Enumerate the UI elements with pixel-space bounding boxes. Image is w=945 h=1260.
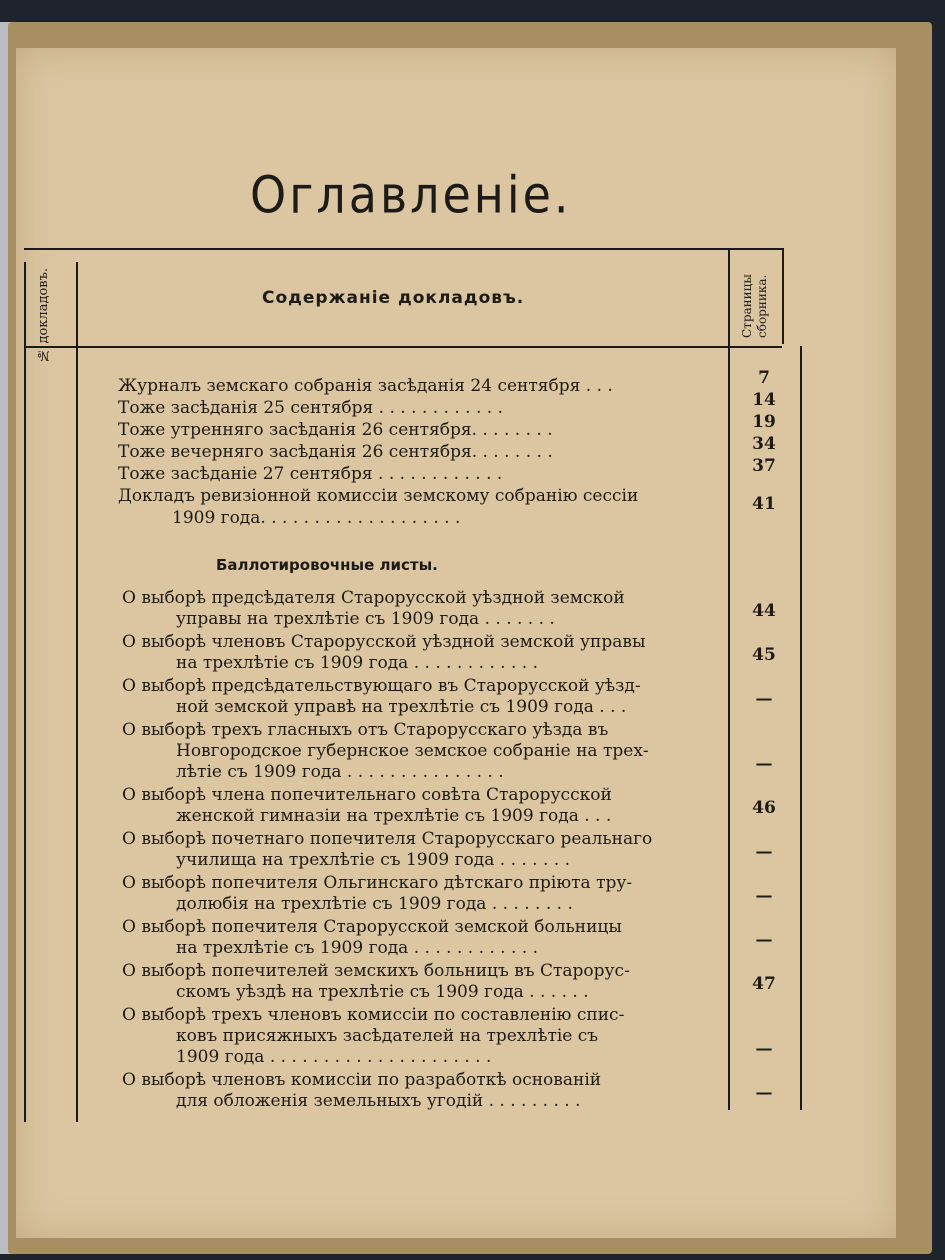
toc-page-number: 19 <box>752 412 776 432</box>
toc-entry-line: О выборѣ предсѣдательствующаго въ Старорусской уѣзд- <box>122 676 641 696</box>
table-top-rule <box>24 248 782 250</box>
toc-page-number: — <box>755 930 773 950</box>
toc-entry-line: О выборѣ попечителей земскихъ больницъ въ Старорус- <box>122 961 630 981</box>
toc-entry-line: Тоже засѣданіе 27 сентября . . . . . . . . . . . . <box>118 464 503 484</box>
toc-entry-line: скомъ уѣздѣ на трехлѣтіе съ 1909 года . . . . . . <box>176 982 589 1002</box>
page-title: Оглавленіе. <box>250 165 572 225</box>
toc-entry-line: О выборѣ трехъ членовъ комиссіи по составленію спис- <box>122 1005 625 1025</box>
table-pages-column-rule-right <box>782 248 784 344</box>
toc-entry-line: Журналъ земскаго собранія засѣданія 24 сентября . . . <box>118 376 613 396</box>
toc-entry-line: лѣтіе съ 1909 года . . . . . . . . . . . . . . . <box>176 762 504 782</box>
toc-entry-line: Тоже утренняго засѣданія 26 сентября. . . . . . . . <box>118 420 553 440</box>
toc-entry-line: женской гимназіи на трехлѣтіе съ 1909 года . . . <box>176 806 612 826</box>
toc-entry-line: долюбія на трехлѣтіе съ 1909 года . . . . . . . . <box>176 894 573 914</box>
toc-entry-line: для обложенія земельныхъ угодій . . . . . . . . . <box>176 1091 581 1111</box>
toc-page-number: — <box>755 689 773 709</box>
number-column-header: № докладовъ. <box>36 268 51 363</box>
toc-entry-line: О выборѣ члена попечительнаго совѣта Старорусской <box>122 785 612 805</box>
pages-column-header: Страницы сборника. <box>740 274 769 338</box>
toc-page-number: 44 <box>752 601 776 621</box>
toc-entry-line: О выборѣ почетнаго попечителя Старорусскаго реальнаго <box>122 829 653 849</box>
toc-page-number: 14 <box>752 390 776 410</box>
section-title-ballots: Баллотировочные листы. <box>216 556 438 574</box>
toc-page-number: — <box>755 754 773 774</box>
toc-entry-line: ной земской управѣ на трехлѣтіе съ 1909 года . . . <box>176 697 627 717</box>
table-number-column-rule <box>76 262 78 1122</box>
table-pages-column-rule-right-lower <box>800 346 802 1110</box>
toc-entry-line: О выборѣ членовъ комиссіи по разработкѣ основаній <box>122 1070 602 1090</box>
toc-entry-line: Новгородское губернское земское собраніе на трех- <box>176 741 649 761</box>
toc-entry-line: на трехлѣтіе съ 1909 года . . . . . . . . . . . . <box>176 653 539 673</box>
toc-page-number: — <box>755 1083 773 1103</box>
content-column-header: Содержаніе докладовъ. <box>262 288 525 308</box>
toc-entry-line: 1909 года. . . . . . . . . . . . . . . . . . . <box>172 508 461 528</box>
toc-page-number: 7 <box>758 368 770 388</box>
toc-entry-line: ковъ присяжныхъ засѣдателей на трехлѣтіе съ <box>176 1026 599 1046</box>
table-header-rule <box>24 346 782 348</box>
toc-entry-line: управы на трехлѣтіе съ 1909 года . . . . . . . <box>176 609 555 629</box>
toc-entry-line: О выборѣ попечителя Старорусской земской больницы <box>122 917 622 937</box>
toc-page-number: 37 <box>752 456 776 476</box>
toc-entry-line: Тоже засѣданія 25 сентября . . . . . . . . . . . . <box>118 398 503 418</box>
toc-entry-line: училища на трехлѣтіе съ 1909 года . . . . . . . <box>176 850 571 870</box>
toc-entry-line: О выборѣ предсѣдателя Старорусской уѣздной земской <box>122 588 625 608</box>
toc-page-number: 34 <box>752 434 776 454</box>
toc-page-number: 41 <box>752 494 776 514</box>
toc-page-number: 46 <box>752 798 776 818</box>
toc-entry-line: Докладъ ревизіонной комиссіи земскому собранію сессіи <box>118 486 639 506</box>
toc-entry-line: О выборѣ попечителя Ольгинскаго дѣтскаго пріюта тру- <box>122 873 633 893</box>
table-pages-column-rule-left <box>728 248 730 1110</box>
toc-page-number: 45 <box>752 645 776 665</box>
toc-entry-line: О выборѣ трехъ гласныхъ отъ Старорусскаго уѣзда въ <box>122 720 609 740</box>
toc-entry-line: 1909 года . . . . . . . . . . . . . . . . . . . . . <box>176 1047 492 1067</box>
toc-entry-line: О выборѣ членовъ Старорусской уѣздной земской управы <box>122 632 646 652</box>
toc-entry-line: Тоже вечерняго засѣданія 26 сентября. . . . . . . . <box>118 442 553 462</box>
toc-page-number: — <box>755 842 773 862</box>
toc-page-number: 47 <box>752 974 776 994</box>
toc-page-number: — <box>755 886 773 906</box>
toc-entry-line: на трехлѣтіе съ 1909 года . . . . . . . . . . . . <box>176 938 539 958</box>
toc-page-number: — <box>755 1039 773 1059</box>
table-left-rule <box>24 262 26 1122</box>
